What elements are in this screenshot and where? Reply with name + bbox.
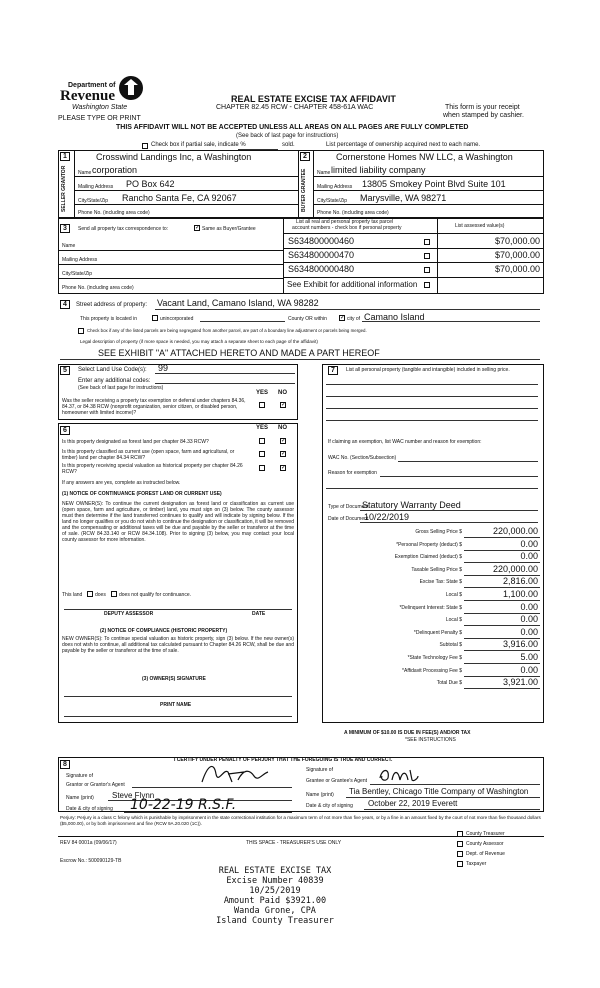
seller-mailing-label: Mailing Address: [78, 184, 114, 190]
perjury-note: Perjury: Perjury is a class C felony which is punishable by imprisonment in the state correctional institution for a maximum term of not more than five years, or by a fine in an amount fixed by the court of not more than five thousand dollars ($5,000.00), or by both imprisonment and fine (RCW 9A.20.020 (1C)).: [60, 815, 541, 826]
calc-label: *Affidavit Processing Fee $: [402, 667, 462, 674]
calc-label: Local $: [445, 592, 462, 598]
treasurer-use-only: THIS SPACE - TREASURER'S USE ONLY: [246, 840, 342, 846]
sold-label: sold.: [282, 142, 295, 148]
copy-checkbox[interactable]: [457, 841, 463, 847]
segregated-checkbox[interactable]: [78, 328, 84, 334]
calc-value[interactable]: 0.00: [520, 614, 538, 625]
grantor-agent-label: Grantor or Grantor's Agent: [66, 782, 125, 788]
copy-label: County Assessor: [466, 841, 504, 847]
new-owner-text: NEW OWNER(S): To continue the current designation as forest land or classification as current use (open space, farm and agriculture, or timber) land, you must sign on (3) below. The county assessor must then determine if the land transferred continues to qualify and will indicate by signing below. If the land no longer qualifies or you do not wish to continue the designation or classification, it will be removed and the compensating or additional taxes will be due and payable by the seller or transferor at the time of sale. (RCW 84.33.140 or RCW 84.34.108). Prior to signing (3) below, you may contact your local county assessor for more information.: [62, 501, 294, 543]
calc-label: Excise Tax: State $: [419, 579, 462, 586]
street-value[interactable]: Vacant Land, Camano Island, WA 98282: [157, 298, 319, 308]
q-current-use-yes[interactable]: [259, 451, 265, 457]
section-5-number: 5: [60, 366, 70, 375]
land-use-label: Select Land Use Code(s):: [78, 367, 147, 373]
seller-name-label: Name: [78, 170, 92, 176]
escrow-number: Escrow No.: 500090129-TB: [60, 858, 122, 864]
print-name-label: PRINT NAME: [160, 702, 192, 708]
parcel-value[interactable]: $70,000.00: [494, 250, 540, 260]
stamp-line: 10/25/2019: [249, 886, 301, 896]
q-forest: Is this property designated as forest land per chapter 84.33 RCW?: [62, 439, 209, 445]
personal-property-checkbox[interactable]: [424, 239, 430, 245]
copy-checkbox[interactable]: [457, 861, 463, 867]
calc-label: *Delinquent Penalty $: [413, 629, 462, 636]
s3-name-label: Name: [62, 243, 76, 249]
section-8-number: 8: [60, 760, 70, 769]
s6-yes: YES: [256, 425, 269, 431]
parcel-value[interactable]: $70,000.00: [494, 264, 540, 274]
seller-name-line1: Crosswind Landings Inc, a Washington: [96, 152, 252, 162]
see-back: (See back of last page for instructions): [236, 133, 339, 139]
seller-side-label: SELLER GRANTOR: [61, 165, 67, 212]
parcel-list-header-1: List all real and personal property tax parcel: [296, 219, 393, 225]
section-2-number: 2: [300, 152, 310, 161]
see-instructions: *SEE INSTRUCTIONS: [405, 737, 456, 743]
s5-yes: YES: [256, 390, 269, 396]
buyer-name-line1: Cornerstone Homes NW LLC, a Washington: [336, 152, 513, 162]
grantee-sig-label: Signature of: [306, 767, 333, 773]
calc-value[interactable]: 2,816.00: [502, 576, 538, 587]
revenue-wordmark: Revenue: [60, 88, 115, 104]
additional-codes: Enter any additional codes:: [78, 378, 151, 384]
calc-label: *Delinquent Interest: State $: [399, 604, 462, 611]
city-of-label: city of: [347, 316, 361, 322]
same-as-buyer-label: Same as Buyer/Grantee: [202, 226, 256, 232]
copy-label: Taxpayer: [466, 861, 487, 867]
copy-checkbox[interactable]: [457, 851, 463, 857]
stamp-line: Island County Treasurer: [216, 916, 334, 926]
dept-of: Department of: [68, 82, 116, 89]
calc-value[interactable]: 0.00: [520, 626, 538, 637]
partial-sale-checkbox[interactable]: [142, 143, 148, 149]
if-yes-note: If any answers are yes, complete as instructed below.: [62, 480, 181, 486]
calc-label: *Personal Property (deduct) $: [396, 541, 462, 548]
parcel-number[interactable]: S634800000480: [288, 264, 355, 274]
s5-no-checkbox[interactable]: ✓: [281, 402, 287, 408]
does-not-checkbox[interactable]: [111, 591, 117, 597]
calc-value[interactable]: 0.00: [520, 664, 538, 675]
buyer-name-line2[interactable]: limited liability company: [331, 165, 426, 175]
calc-label: Gross Selling Price $: [415, 529, 462, 535]
calc-label: Exemption Claimed (deduct) $: [394, 554, 462, 561]
seller-name-line2[interactable]: corporation: [92, 165, 138, 175]
form-title: REAL ESTATE EXCISE TAX AFFIDAVIT: [231, 94, 396, 104]
grantee-signature[interactable]: [376, 766, 420, 784]
unincorporated-label: unincorporated: [160, 316, 194, 322]
reason-label: Reason for exemption: [328, 470, 377, 476]
calc-value[interactable]: 0.00: [520, 538, 538, 549]
legal-label: Legal description of property (if more space is needed, you may attach a separate sheet to each page of the affidavit): [80, 339, 318, 344]
land-use-value[interactable]: 99: [158, 363, 169, 373]
buyer-name-label: Name: [317, 170, 331, 176]
s5-no: NO: [278, 390, 287, 396]
seller-mailing-value[interactable]: PO Box 642: [126, 179, 175, 189]
section-4-number: 4: [60, 300, 70, 309]
warning-text: THIS AFFIDAVIT WILL NOT BE ACCEPTED UNLESS ALL AREAS ON ALL PAGES ARE FULLY COMPLETED: [116, 124, 469, 131]
minimum-note: A MINIMUM OF $10.00 IS DUE IN FEE(S) AND/OR TAX: [344, 730, 471, 736]
buyer-phone-label: Phone No. (including area code): [317, 210, 389, 216]
personal-property-checkbox[interactable]: [424, 253, 430, 259]
q-forest-no[interactable]: ✓: [281, 438, 287, 444]
see-exhibit: See Exhibit for additional information: [287, 280, 418, 289]
stamp-line: REAL ESTATE EXCISE TAX: [218, 866, 332, 876]
please-type: PLEASE TYPE OR PRINT: [58, 115, 141, 122]
section-6-number: 6: [60, 426, 70, 435]
calc-value[interactable]: 0.00: [520, 551, 538, 562]
street-label: Street address of property:: [76, 302, 148, 308]
personal-property-label: List all personal property (tangible and intangible) included in selling price.: [346, 367, 510, 373]
q-current-use-no[interactable]: ✓: [281, 451, 287, 457]
calc-label: Total Due $: [436, 680, 462, 687]
section-7-number: 7: [328, 366, 338, 375]
assessed-header: List assessed value(s): [455, 223, 505, 229]
partial-sale-label: Check box if partial sale, indicate %: [151, 142, 246, 148]
form-revision: REV 84 0001a (09/06/17): [60, 840, 117, 846]
washington-state: Washington State: [72, 104, 128, 111]
doc-type-label: Type of Document: [328, 504, 369, 510]
receipt-note-1: This form is your receipt: [445, 104, 520, 111]
parcel-list-header-2: account numbers - check box if personal property: [292, 225, 402, 231]
doc-date-label: Date of Document: [328, 516, 369, 522]
s6-no: NO: [278, 425, 287, 431]
stamp-line: Excise Number 40839: [226, 876, 324, 886]
seller-phone-label: Phone No. (including area code): [78, 210, 150, 216]
form-subtitle: CHAPTER 82.45 RCW - CHAPTER 458-61A WAC: [216, 104, 374, 111]
certify-statement: I CERTIFY UNDER PENALTY OF PERJURY THAT THE FOREGOING IS TRUE AND CORRECT.: [174, 757, 393, 763]
copy-checkbox[interactable]: [457, 831, 463, 837]
s5-see-back: (See back of last page for instructions): [78, 385, 164, 391]
buyer-side-label: BUYER GRANTEE: [301, 168, 307, 212]
calc-value[interactable]: 5.00: [520, 652, 538, 662]
same-as-buyer-checkbox[interactable]: ✓: [195, 225, 201, 231]
personal-property-checkbox[interactable]: [424, 267, 430, 273]
send-label: Send all property tax correspondence to:: [78, 226, 169, 232]
notice-historic: (2) NOTICE OF COMPLIANCE (HISTORIC PROPERTY): [100, 628, 228, 634]
calc-value[interactable]: 3,921.00: [502, 677, 538, 688]
grantor-sig-label: Signature of: [66, 773, 93, 779]
buyer-city-label: City/State/Zip: [317, 198, 348, 204]
s3-city-label: City/State/Zip: [62, 271, 93, 277]
segregated-label: Check box if any of the listed parcels are being segregated from another parcel, are part of a boundary line adjustment or parcels being merged.: [87, 328, 367, 333]
calc-value[interactable]: 0.00: [520, 601, 538, 612]
historic-text: NEW OWNER(S): To continue special valuation as historic property, sign (3) below. If the new owner(s) does not wish to continue, all additional tax calculated pursuant to Chapter 84.26 RCW, shall be due and payable by the seller or transferor at the time of sale.: [62, 636, 294, 654]
calc-label: Taxable Selling Price $: [411, 566, 462, 573]
grantor-name[interactable]: Steve Flynn: [112, 791, 155, 800]
calc-label: Local $: [445, 617, 462, 624]
seller-city-value[interactable]: Rancho Santa Fe, CA 92067: [122, 193, 237, 203]
q-historic-yes[interactable]: [259, 465, 265, 471]
stamp-line: Wanda Grone, CPA: [234, 906, 316, 916]
section-1-number: 1: [60, 152, 70, 161]
buyer-city-value[interactable]: Marysville, WA 98271: [360, 193, 447, 203]
q-current-use: Is this property classified as current use (open space, farm and agricultural, or timber) land per chapter 84.34 RCW?: [62, 449, 235, 461]
doc-type-value[interactable]: Statutory Warranty Deed: [362, 500, 461, 510]
grantor-date-city[interactable]: 10-22-19 R.S.F.: [130, 797, 237, 813]
list-pct-label: List percentage of ownership acquired next to each name.: [326, 142, 481, 148]
doc-date-value[interactable]: 10/22/2019: [364, 512, 410, 522]
does-not-label: does not qualify for continuance.: [119, 592, 191, 598]
calc-label: Subtotal $: [439, 642, 462, 649]
grantor-signature[interactable]: [198, 760, 274, 786]
s3-mailing-label: Mailing Address: [62, 257, 98, 263]
calc-value[interactable]: 220,000.00: [492, 563, 538, 574]
grantee-name[interactable]: Tia Bentley, Chicago Title Company of Washington: [349, 787, 529, 796]
q-historic-no[interactable]: ✓: [281, 465, 287, 471]
this-land: This land: [62, 592, 83, 598]
parcel-value[interactable]: $70,000.00: [494, 236, 540, 246]
grantor-date-label: Date & city of signing: [66, 806, 113, 812]
calc-value[interactable]: 1,100.00: [502, 589, 538, 599]
located-label: This property is located in: [80, 316, 137, 322]
q-historic: Is this property receiving special valuation as historical property per chapter 84.26 RCW?: [62, 463, 243, 475]
copy-label: Dept. of Revenue: [466, 851, 505, 857]
city-value[interactable]: Camano Island: [364, 312, 425, 322]
owner-signature-label: (3) OWNER(S) SIGNATURE: [142, 676, 206, 682]
q-forest-yes[interactable]: [259, 438, 265, 444]
deputy-date: DATE: [252, 611, 266, 617]
exemption-question: Was the seller receiving a property tax exemption or deferral under chapters 84.36, 84.37, or 84.38 RCW (nonprofit organization, senior citizen, or disabled person, homeowner with limited income)?: [62, 398, 246, 416]
stamp-line: Amount Paid $3921.00: [223, 896, 327, 906]
seller-city-label: City/State/Zip: [78, 198, 109, 204]
treasurer-stamp: [190, 866, 360, 926]
copy-label: County Treasurer: [466, 831, 505, 837]
city-of-checkbox[interactable]: ✓: [340, 315, 346, 321]
parcel-number[interactable]: S634800000460: [288, 236, 355, 246]
does-label: does: [95, 592, 106, 598]
buyer-mailing-value[interactable]: 13805 Smokey Point Blvd Suite 101: [362, 179, 506, 189]
calc-label: *State Technology Fee $: [407, 655, 462, 661]
grantee-date-label: Date & city of signing: [306, 803, 353, 809]
s3-phone-label: Phone No. (including area code): [62, 285, 134, 291]
does-checkbox[interactable]: [87, 591, 93, 597]
section-3-number: 3: [60, 224, 70, 233]
receipt-note-2: when stamped by cashier.: [443, 112, 524, 119]
buyer-mailing-label: Mailing Address: [317, 184, 353, 190]
see-exhibit-checkbox[interactable]: [424, 282, 430, 288]
parcel-number[interactable]: S634800000470: [288, 250, 355, 260]
exemption-claim-label: If claiming an exemption, list WAC number and reason for exemption:: [328, 439, 482, 445]
unincorporated-checkbox[interactable]: [152, 315, 158, 321]
deputy-assessor: DEPUTY ASSESSOR: [104, 611, 154, 617]
grantee-agent-label: Grantee or Grantee's Agent: [306, 778, 367, 784]
grantor-name-label: Name (print): [66, 795, 94, 801]
notice-continuance: (1) NOTICE OF CONTINUANCE (FOREST LAND OR CURRENT USE): [62, 491, 222, 497]
calc-value[interactable]: 3,916.00: [502, 639, 538, 650]
county-or-within: County OR within: [288, 316, 327, 322]
s5-yes-checkbox[interactable]: [259, 402, 265, 408]
legal-description[interactable]: SEE EXHIBIT "A" ATTACHED HERETO AND MADE A PART HEREOF: [98, 348, 380, 358]
grantee-date-city[interactable]: October 22, 2019 Everett: [368, 799, 458, 808]
calc-value[interactable]: 220,000.00: [492, 526, 538, 536]
grantee-name-label: Name (print): [306, 792, 334, 798]
wac-label: WAC No. (Section/Subsection): [328, 455, 397, 461]
